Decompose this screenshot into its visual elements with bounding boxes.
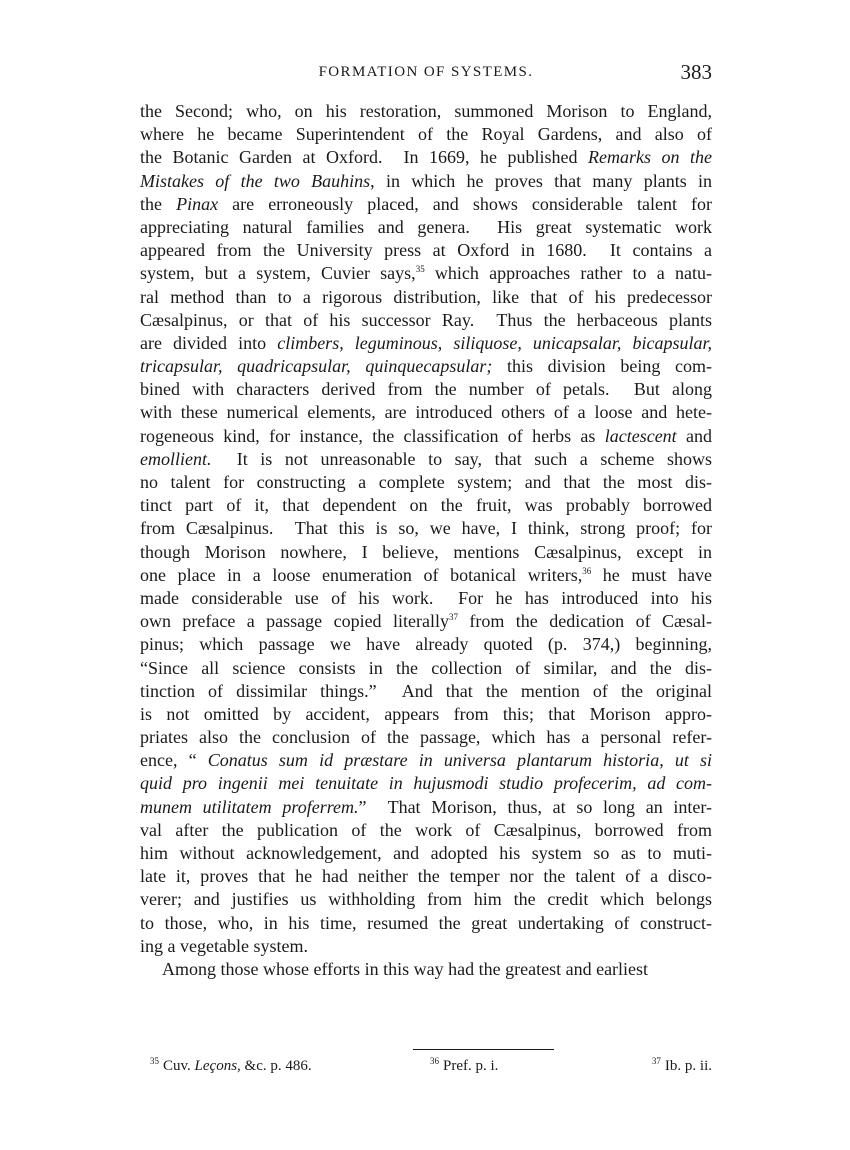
text-line <box>140 657 712 680</box>
line-text: him without acknowledgement, and adopted his system so as to muti- <box>140 843 712 863</box>
line-text: from Cæsalpinus. That this is so, we have, I think, strong proof; for <box>140 518 712 539</box>
line-text: where he became Superintendent of the Royal Gardens, and also of <box>140 124 712 145</box>
footnote-text: , &c. p. 486. <box>237 1058 312 1074</box>
page-number: 383 <box>680 60 712 84</box>
text-line <box>140 842 712 865</box>
line-text: the Second; who, on his restoration, summoned Morison to England, <box>140 101 712 121</box>
line-text: Cæsalpinus, or that of his successor Ray. Thus the herbaceous plants <box>140 309 712 330</box>
footnote-reference: 35 <box>415 264 425 275</box>
text-line <box>140 401 712 424</box>
line-text: are erroneously placed, and shows considerable talent for <box>218 193 713 214</box>
footnote-text: Pref. p. i. <box>443 1058 499 1074</box>
text-line <box>140 425 712 448</box>
line-text: and <box>676 425 712 446</box>
line-text: is not omitted by accident, appears from this; that Morison appro- <box>140 703 712 724</box>
italic-text: tricapsular, quadricapsular, quinquecapsular; <box>140 356 493 377</box>
text-line <box>140 633 712 656</box>
line-text: appeared from the University press at Oxford in 1680. It contains a <box>140 240 712 261</box>
line-text: “Since all science consists in the collection of similar, and the dis- <box>140 657 712 678</box>
line-text: ing a vegetable system. <box>140 935 308 956</box>
text-line <box>140 216 712 239</box>
line-text: pinus; which passage we have already quoted (p. 374,) beginning, <box>140 634 712 655</box>
line-text: though Morison nowhere, I believe, mentions Cæsalpinus, except in <box>140 541 712 562</box>
text-line <box>140 262 712 285</box>
text-line <box>140 471 712 494</box>
line-text: appreciating natural families and genera. His great systematic work <box>140 216 712 237</box>
text-line <box>140 587 712 610</box>
text-line <box>140 355 712 378</box>
text-line <box>140 610 712 633</box>
line-text: with these numerical elements, are introduced others of a loose and hete- <box>140 402 712 423</box>
text-line <box>140 680 712 703</box>
text-line <box>140 494 712 517</box>
text-line <box>140 703 712 726</box>
footnote-italic: Leçons <box>194 1058 238 1074</box>
line-text: are divided into <box>140 332 278 353</box>
running-head <box>140 60 712 88</box>
line-text: system, but a system, Cuvier says, <box>140 263 416 284</box>
line-text: one place in a loose enumeration of botanical writers, <box>140 564 583 585</box>
text-line <box>140 935 712 958</box>
italic-text: lactescent <box>604 425 677 446</box>
text-line <box>140 564 712 587</box>
line-text: which approaches rather to a natu- <box>424 263 713 284</box>
line-text: It is not unreasonable to say, that such a scheme shows <box>211 448 712 469</box>
line-text: from the dedication of Cæsal- <box>457 611 713 632</box>
text-line <box>140 726 712 749</box>
italic-text: munem utilitatem proferrem. <box>140 796 359 817</box>
text-line <box>140 517 712 540</box>
line-text: priates also the conclusion of the passage, which has a personal refer- <box>140 727 712 748</box>
footnote-reference: 36 <box>582 565 592 576</box>
text-line <box>140 772 712 795</box>
text-line <box>140 796 712 819</box>
text-line <box>140 912 712 935</box>
line-text: bined with characters derived from the number of petals. But along <box>140 379 712 400</box>
text-line <box>140 146 712 169</box>
text-line <box>140 541 712 564</box>
footnote-reference: 37 <box>448 612 458 623</box>
text-line <box>140 448 712 471</box>
line-text: made considerable use of his work. For he has introduced into his <box>140 587 712 608</box>
italic-text: Remarks on the <box>588 147 712 168</box>
line-text: to those, who, in his time, resumed the great undertaking of construct- <box>140 912 712 933</box>
line-text: verer; and justifies us withholding from him the credit which belongs <box>140 889 712 910</box>
line-text: Among those whose efforts in this way had the greatest and earliest <box>162 958 649 979</box>
text-line <box>140 286 712 309</box>
line-text: , in which he proves that many plants in <box>370 170 712 191</box>
italic-text: Mistakes of the two Bauhins <box>140 170 371 191</box>
text-line <box>140 332 712 355</box>
italic-text: emollient. <box>140 448 212 469</box>
text-line <box>140 888 712 911</box>
line-text: tinct part of it, that dependent on the fruit, was probably borrowed <box>140 495 712 516</box>
italic-text: climbers, leguminous, siliquose, unicapsalar, bicapsular, <box>277 332 713 353</box>
text-line <box>140 193 712 216</box>
line-text: ence, “ <box>140 750 208 771</box>
footnotes <box>140 1058 712 1082</box>
footnote-mark: 35 <box>150 1056 159 1066</box>
line-text: the Botanic Garden at Oxford. In 1669, he published <box>140 147 588 168</box>
line-text: own preface a passage copied literally <box>140 611 449 632</box>
body-text <box>140 100 712 981</box>
text-line <box>140 309 712 332</box>
line-text: this division being com- <box>492 356 712 377</box>
text-line <box>140 239 712 262</box>
text-line <box>140 170 712 193</box>
line-text: late it, proves that he had neither the temper nor the talent of a disco- <box>140 866 712 887</box>
footnote-35 <box>150 1058 312 1075</box>
text-line <box>140 123 712 146</box>
line-text: no talent for constructing a complete system; and that the most dis- <box>140 472 712 492</box>
footnote-mark: 37 <box>651 1056 661 1066</box>
running-title: FORMATION OF SYSTEMS. <box>318 64 534 80</box>
line-text: ” That Morison, thus, at so long an inter- <box>358 796 713 817</box>
footnote-rule <box>413 1049 554 1050</box>
italic-text: quid pro ingenii mei tenuitate in hujusmodi studio profecerim, ad com- <box>140 773 712 794</box>
text-line <box>140 865 712 888</box>
text-line <box>140 749 712 772</box>
footnote-text: Cuv. <box>163 1058 195 1074</box>
line-text: val after the publication of the work of Cæsalpinus, borrowed from <box>140 819 712 840</box>
line-text: rogeneous kind, for instance, the classification of herbs as <box>140 425 605 446</box>
footnote-37 <box>652 1058 712 1075</box>
line-text: ral method than to a rigorous distribution, like that of his predecessor <box>140 286 712 307</box>
text-line <box>140 819 712 842</box>
line-text: the <box>140 193 177 214</box>
line-text: he must have <box>591 564 712 585</box>
text-line <box>140 100 712 123</box>
footnote-text: Ib. p. ii. <box>664 1058 712 1074</box>
italic-text: Conatus sum id præstare in universa plantarum historia, ut si <box>207 750 712 771</box>
text-line <box>140 958 712 981</box>
footnote-36 <box>430 1058 498 1075</box>
text-line <box>140 378 712 401</box>
line-text: tinction of dissimilar things.” And that the mention of the original <box>140 680 712 701</box>
italic-text: Pinax <box>176 193 219 214</box>
footnote-mark: 36 <box>430 1056 439 1066</box>
